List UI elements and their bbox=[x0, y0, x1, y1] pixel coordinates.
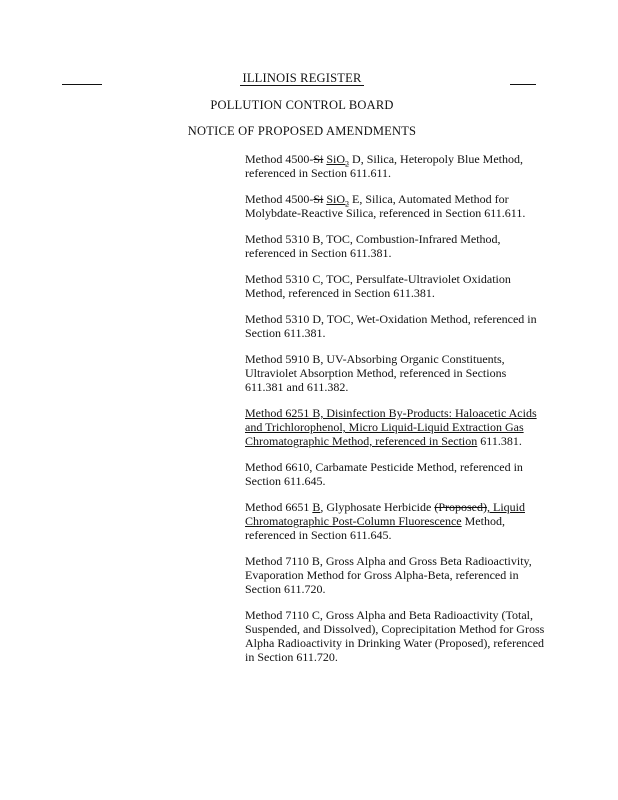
method-entry: Method 6651 B, Glyphosate Herbicide (Proposed), Liquid Chromatographic Post-Column Fluorescence Method, referenced in Section 611.645. bbox=[245, 500, 525, 542]
method-entry: Method 4500-Si SiO$_2$ E, Silica, Automated Method for Molybdate-Reactive Silica, referenced in Section 611.611. bbox=[245, 192, 526, 220]
method-entry: Method 5310 B, TOC, Combustion-Infrared Method, referenced in Section 611.381. bbox=[245, 232, 501, 260]
method-list bbox=[245, 152, 545, 676]
method-entry: Method 4500-Si SiO$_2$ D, Silica, Heteropoly Blue Method, referenced in Section 611.611. bbox=[245, 152, 524, 180]
notice-heading: NOTICE OF PROPOSED AMENDMENTS bbox=[187, 124, 417, 138]
method-entry: Method 5310 C, TOC, Persulfate-Ultraviolet Oxidation Method, referenced in Section 611.381. bbox=[245, 272, 511, 300]
method-entry: Method 5310 D, TOC, Wet-Oxidation Method, referenced in Section 611.381. bbox=[245, 312, 537, 340]
method-entry: Method 6251 B, Disinfection By-Products: Haloacetic Acids and Trichlorophenol, Micro Liquid-Liquid Extraction Gas Chromatographic Method, referenced in Section 611.381. bbox=[245, 406, 537, 448]
register-title: ILLINOIS REGISTER bbox=[242, 71, 362, 85]
method-entry: Method 6610, Carbamate Pesticide Method, referenced in Section 611.645. bbox=[245, 460, 523, 488]
board-name: POLLUTION CONTROL BOARD bbox=[210, 98, 394, 112]
method-entry: Method 5910 B, UV-Absorbing Organic Constituents, Ultraviolet Absorption Method, referenced in Sections 611.381 and 611.382. bbox=[245, 352, 507, 394]
method-entry: Method 7110 B, Gross Alpha and Gross Beta Radioactivity, Evaporation Method for Gross Alpha-Beta, referenced in Section 611.720. bbox=[245, 554, 532, 596]
method-entry: Method 7110 C, Gross Alpha and Beta Radioactivity (Total, Suspended, and Dissolved), Coprecipitation Method for Gross Alpha Radioactivity in Drinking Water (Proposed), referenced in Section 611.720. bbox=[245, 608, 545, 664]
